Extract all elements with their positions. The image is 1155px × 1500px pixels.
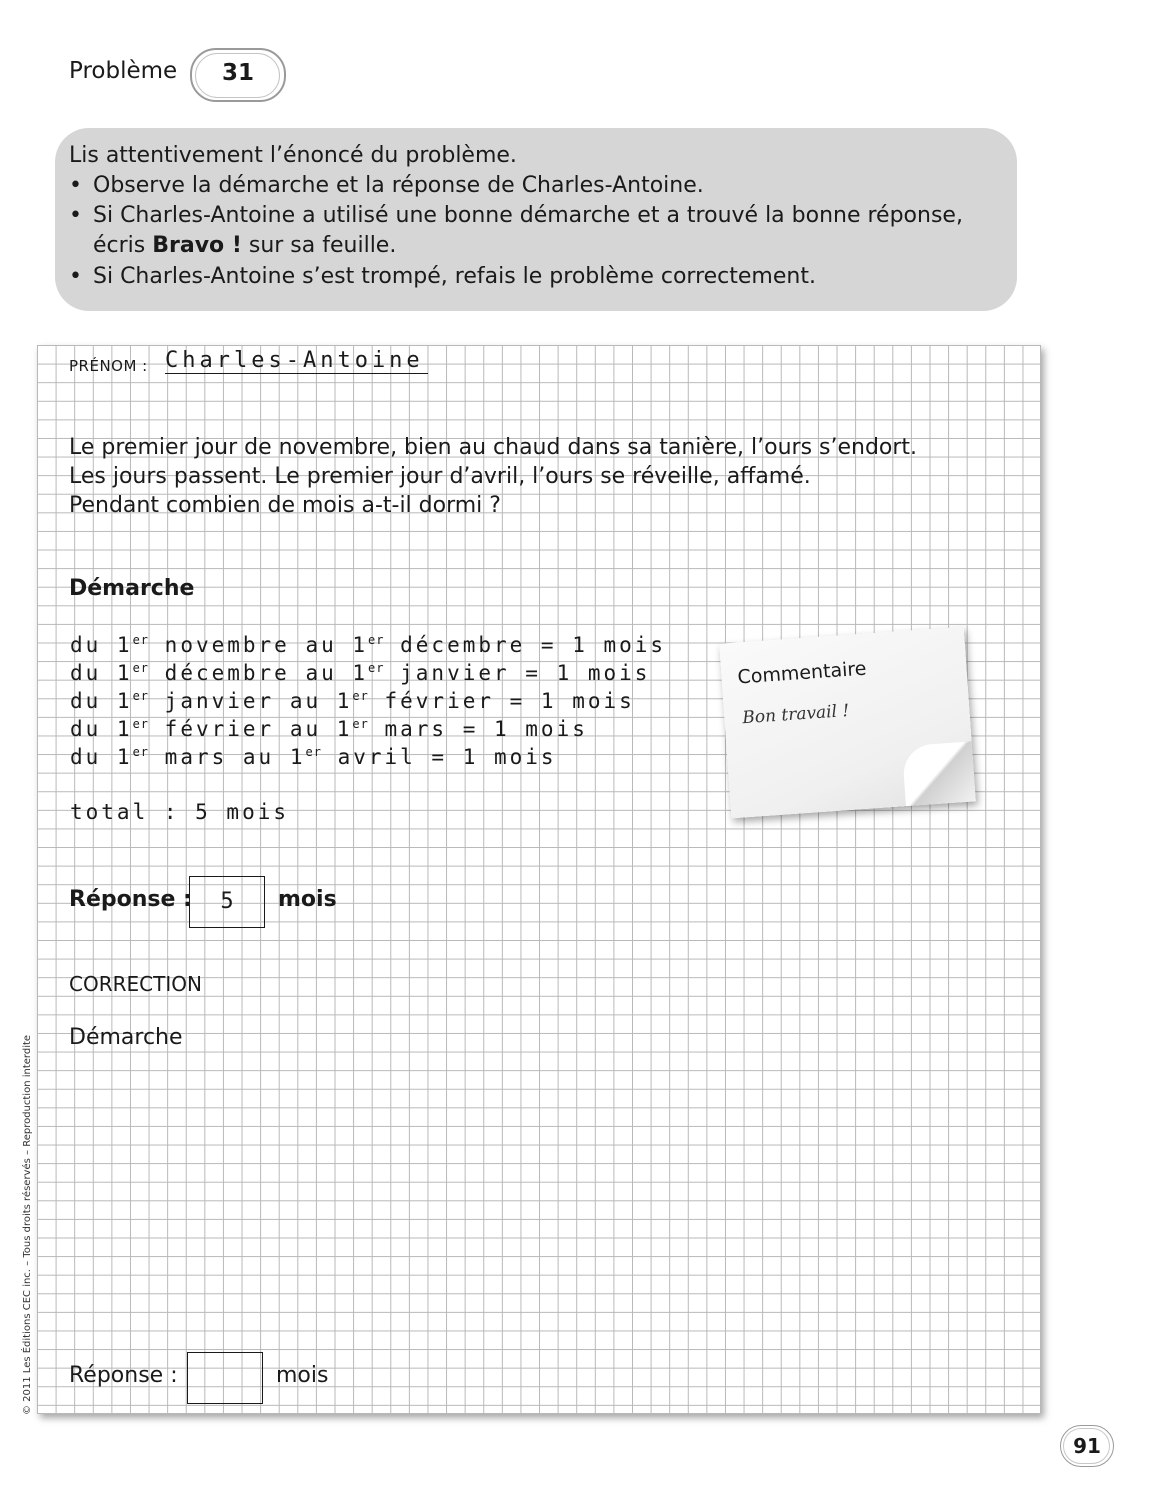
step-text: décembre au 1 — [149, 661, 369, 685]
bullet-symbol: • — [69, 173, 82, 198]
step-line — [70, 633, 666, 657]
problem-line-2: Les jours passent. Le premier jour d’avril, l’ours se réveille, affamé. — [69, 464, 811, 489]
step-text: du 1 — [70, 689, 133, 713]
page-number-badge — [1060, 1425, 1114, 1467]
correction-answer-box[interactable] — [187, 1352, 263, 1404]
answer-value: 5 — [220, 889, 234, 914]
step-text: novembre au 1 — [149, 633, 369, 657]
step-text: janvier au 1 — [149, 689, 353, 713]
answer-label: Réponse : — [69, 887, 192, 912]
step-text: du 1 — [70, 633, 133, 657]
total-line: total : 5 mois — [70, 800, 290, 824]
step-sup: er — [132, 633, 150, 647]
step-line — [70, 745, 557, 769]
note-text: Bon travail ! — [741, 700, 850, 729]
instructions-bullet-2-line2 — [93, 231, 396, 261]
bullet-symbol: • — [69, 203, 82, 228]
step-sup: er — [132, 717, 150, 731]
instructions-bullet-2-line1: Si Charles-Antoine a utilisé une bonne démarche et a trouvé la bonne réponse, — [93, 203, 963, 228]
problem-number: 31 — [221, 60, 254, 86]
page-curl-icon — [902, 741, 976, 806]
step-line — [70, 689, 635, 713]
prenom-value: Charles-Antoine — [165, 348, 428, 374]
step-sup: er — [368, 661, 385, 675]
step-sup: er — [352, 717, 369, 731]
correction-answer-label: Réponse : — [69, 1363, 178, 1388]
instructions-bullet-1 — [69, 171, 704, 201]
copyright-notice: © 2011 Les Éditions CEC inc. – Tous droits réservés – Reproduction interdite — [22, 1034, 33, 1415]
step-text: mars au 1 — [149, 745, 306, 769]
step-line — [70, 717, 588, 741]
step-text: décembre = 1 mois — [384, 633, 667, 657]
step-text: du 1 — [70, 717, 133, 741]
problem-number-badge — [190, 48, 286, 102]
problem-line-1: Le premier jour de novembre, bien au chaud dans sa tanière, l’ours s’endort. — [69, 435, 918, 460]
step-sup: er — [305, 745, 322, 759]
step-text: du 1 — [70, 745, 133, 769]
correction-label: CORRECTION — [69, 972, 202, 996]
problem-line-3: Pendant combien de mois a-t-il dormi ? — [69, 493, 501, 518]
answer-unit: mois — [278, 887, 337, 912]
correction-answer-unit: mois — [276, 1363, 329, 1388]
instructions-box — [55, 128, 1017, 311]
step-text: janvier = 1 mois — [384, 661, 651, 685]
instructions-bullet-1-text: Observe la démarche et la réponse de Charles-Antoine. — [93, 173, 704, 198]
step-text: février = 1 mois — [368, 689, 635, 713]
note-title: Commentaire — [736, 657, 868, 689]
instructions-text: sur sa feuille. — [241, 233, 397, 258]
step-line — [70, 661, 650, 685]
instructions-bullet-3 — [69, 262, 816, 292]
instructions-bullet-3-text: Si Charles-Antoine s’est trompé, refais le problème correctement. — [93, 264, 816, 289]
bravo-word: Bravo ! — [152, 233, 242, 258]
instructions-text: écris — [93, 233, 153, 258]
step-sup: er — [132, 661, 150, 675]
answer-box — [189, 876, 265, 928]
step-sup: er — [132, 745, 150, 759]
comment-sticky-note — [719, 627, 976, 819]
step-sup: er — [352, 689, 369, 703]
demarche-heading: Démarche — [69, 576, 195, 601]
step-sup: er — [368, 633, 385, 647]
correction-demarche-heading: Démarche — [69, 1025, 183, 1050]
bullet-symbol: • — [69, 264, 82, 289]
step-sup: er — [132, 689, 150, 703]
graph-paper-sheet — [37, 345, 1041, 1414]
problem-label: Problème — [69, 58, 178, 84]
prenom-label: PRÉNOM : — [69, 357, 148, 375]
instructions-bullet-2 — [69, 201, 963, 231]
step-text: mars = 1 mois — [368, 717, 588, 741]
instructions-intro: Lis attentivement l’énoncé du problème. — [69, 143, 517, 168]
page-number: 91 — [1073, 1434, 1101, 1458]
step-text: avril = 1 mois — [321, 745, 557, 769]
step-text: février au 1 — [149, 717, 353, 741]
step-text: du 1 — [70, 661, 133, 685]
